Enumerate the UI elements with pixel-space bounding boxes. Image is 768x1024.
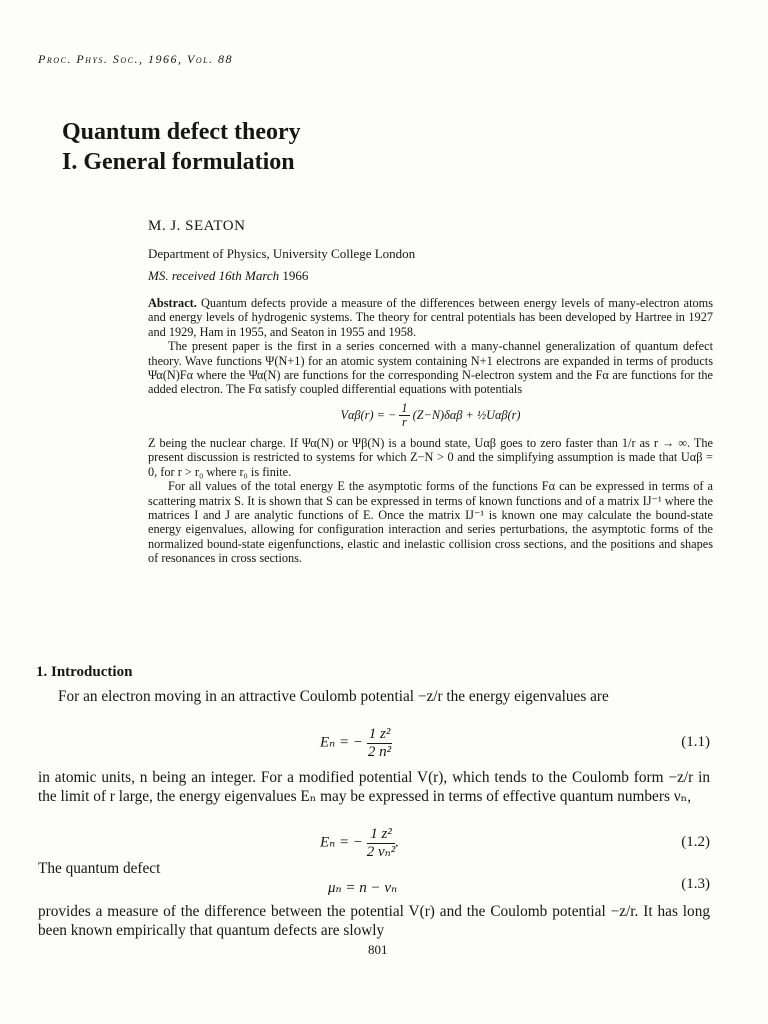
abstract-text-1: Quantum defects provide a measure of the differences between energy levels of many-electron atoms and energy levels of hydrogenic systems. The theory for central potentials has been developed by Hartree in 1927 and 1929, Ham in 1955, and Seaton in 1955 and 1958.	[148, 296, 713, 339]
equation-1-2-fraction	[367, 826, 395, 860]
received-date	[148, 268, 308, 284]
section-heading	[36, 664, 132, 681]
page-number: 801	[368, 942, 388, 957]
equation-1-2-tail: .	[395, 834, 399, 851]
author: M. J. SEATON	[148, 218, 246, 234]
section-title: Introduction	[51, 664, 133, 680]
equation-1-1	[320, 726, 392, 760]
section-number: 1.	[36, 664, 48, 680]
potential-equation	[148, 402, 713, 430]
potential-fraction-denominator: r	[402, 415, 407, 430]
body-paragraph-2: in atomic units, n being an integer. For a modified potential V(r), which tends to the Coulomb form −z/r in the limit of r large, the energy eigenvalues Eₙ may be expressed in terms of effective quantum numbers νₙ,	[38, 769, 710, 805]
abstract	[148, 296, 713, 566]
affiliation: Department of Physics, University College London	[148, 246, 416, 261]
equation-1-3: μₙ = n − νₙ	[328, 880, 398, 896]
body-paragraph-4: provides a measure of the difference between the potential V(r) and the Coulomb potential −z/r. It has long been known empirically that quantum defects are slowly	[38, 903, 710, 939]
equation-1-2-lhs: Eₙ = −	[320, 834, 363, 851]
received-year: 1966	[282, 268, 309, 283]
title-line-2: I. General formulation	[62, 149, 295, 175]
potential-fraction	[399, 402, 409, 430]
equation-1-1-label: (1.1)	[681, 734, 710, 750]
abstract-paragraph-3: Z being the nuclear charge. If Ψα(N) or Ψβ(N) is a bound state, Uαβ goes to zero faster than 1/r as r → ∞. The present discussion is restricted to systems for which Z−N > 0 and the simplifying assumption is made that Uαβ = 0, for r > r₀ where r₀ is finite.	[148, 435, 713, 479]
equation-1-2-denominator: 2 νₙ²	[366, 843, 396, 860]
abstract-paragraph-4: For all values of the total energy E the asymptotic forms of the functions Fα can be expressed in terms of a scattering matrix S. It is shown that S can be expressed in terms of known functions and of a matrix IJ⁻¹ where the matrices I and J are analytic functions of E. Once the matrix IJ⁻¹ is known one may calculate the bound-state energy eigenvalues, allowing for configuration interaction and series perturbations, the asymptotic forms of the normalized bound-state eigenfunctions, elastic and inelastic collision cross sections, and the positions and shapes of resonances in cross sections.	[148, 479, 713, 566]
equation-1-1-denominator: 2 n²	[367, 743, 392, 760]
equation-1-1-lhs: Eₙ = −	[320, 734, 363, 751]
abstract-label: Abstract.	[148, 296, 197, 310]
equation-1-3-label: (1.3)	[681, 876, 710, 892]
potential-equation-rhs: (Z−N)δαβ + ½Uαβ(r)	[412, 407, 521, 422]
title-line-1: Quantum defect theory	[62, 119, 301, 145]
quantum-defect-phrase: The quantum defect	[38, 860, 161, 877]
equation-1-2	[320, 826, 399, 860]
abstract-paragraph-1	[148, 296, 713, 339]
abstract-paragraph-2: The present paper is the first in a series concerned with a many-channel generalization of quantum defect theory. Wave functions Ψ(N+1) for an atomic system containing N+1 electrons are expanded in terms of products Ψα(N)Fα where the Ψα(N) are functions for the corresponding N-electron system and the Fα are functions for the added electron. The Fα satisfy coupled differential equations with potentials	[148, 339, 713, 397]
potential-fraction-numerator: 1	[401, 400, 408, 415]
equation-1-2-numerator: 1 z²	[367, 826, 395, 844]
equation-1-1-fraction	[367, 726, 393, 760]
body-paragraph-1: For an electron moving in an attractive Coulomb potential −z/r the energy eigenvalues are	[58, 688, 609, 705]
received-day: 16th March	[218, 268, 280, 283]
body-paragraph-3	[38, 860, 238, 879]
running-head: Proc. Phys. Soc., 1966, Vol. 88	[38, 52, 234, 66]
received-prefix: MS. received	[148, 268, 216, 283]
equation-1-2-label: (1.2)	[681, 834, 710, 850]
equation-1-1-numerator: 1 z²	[368, 726, 391, 742]
potential-equation-lhs: Vαβ(r) = −	[340, 407, 397, 422]
